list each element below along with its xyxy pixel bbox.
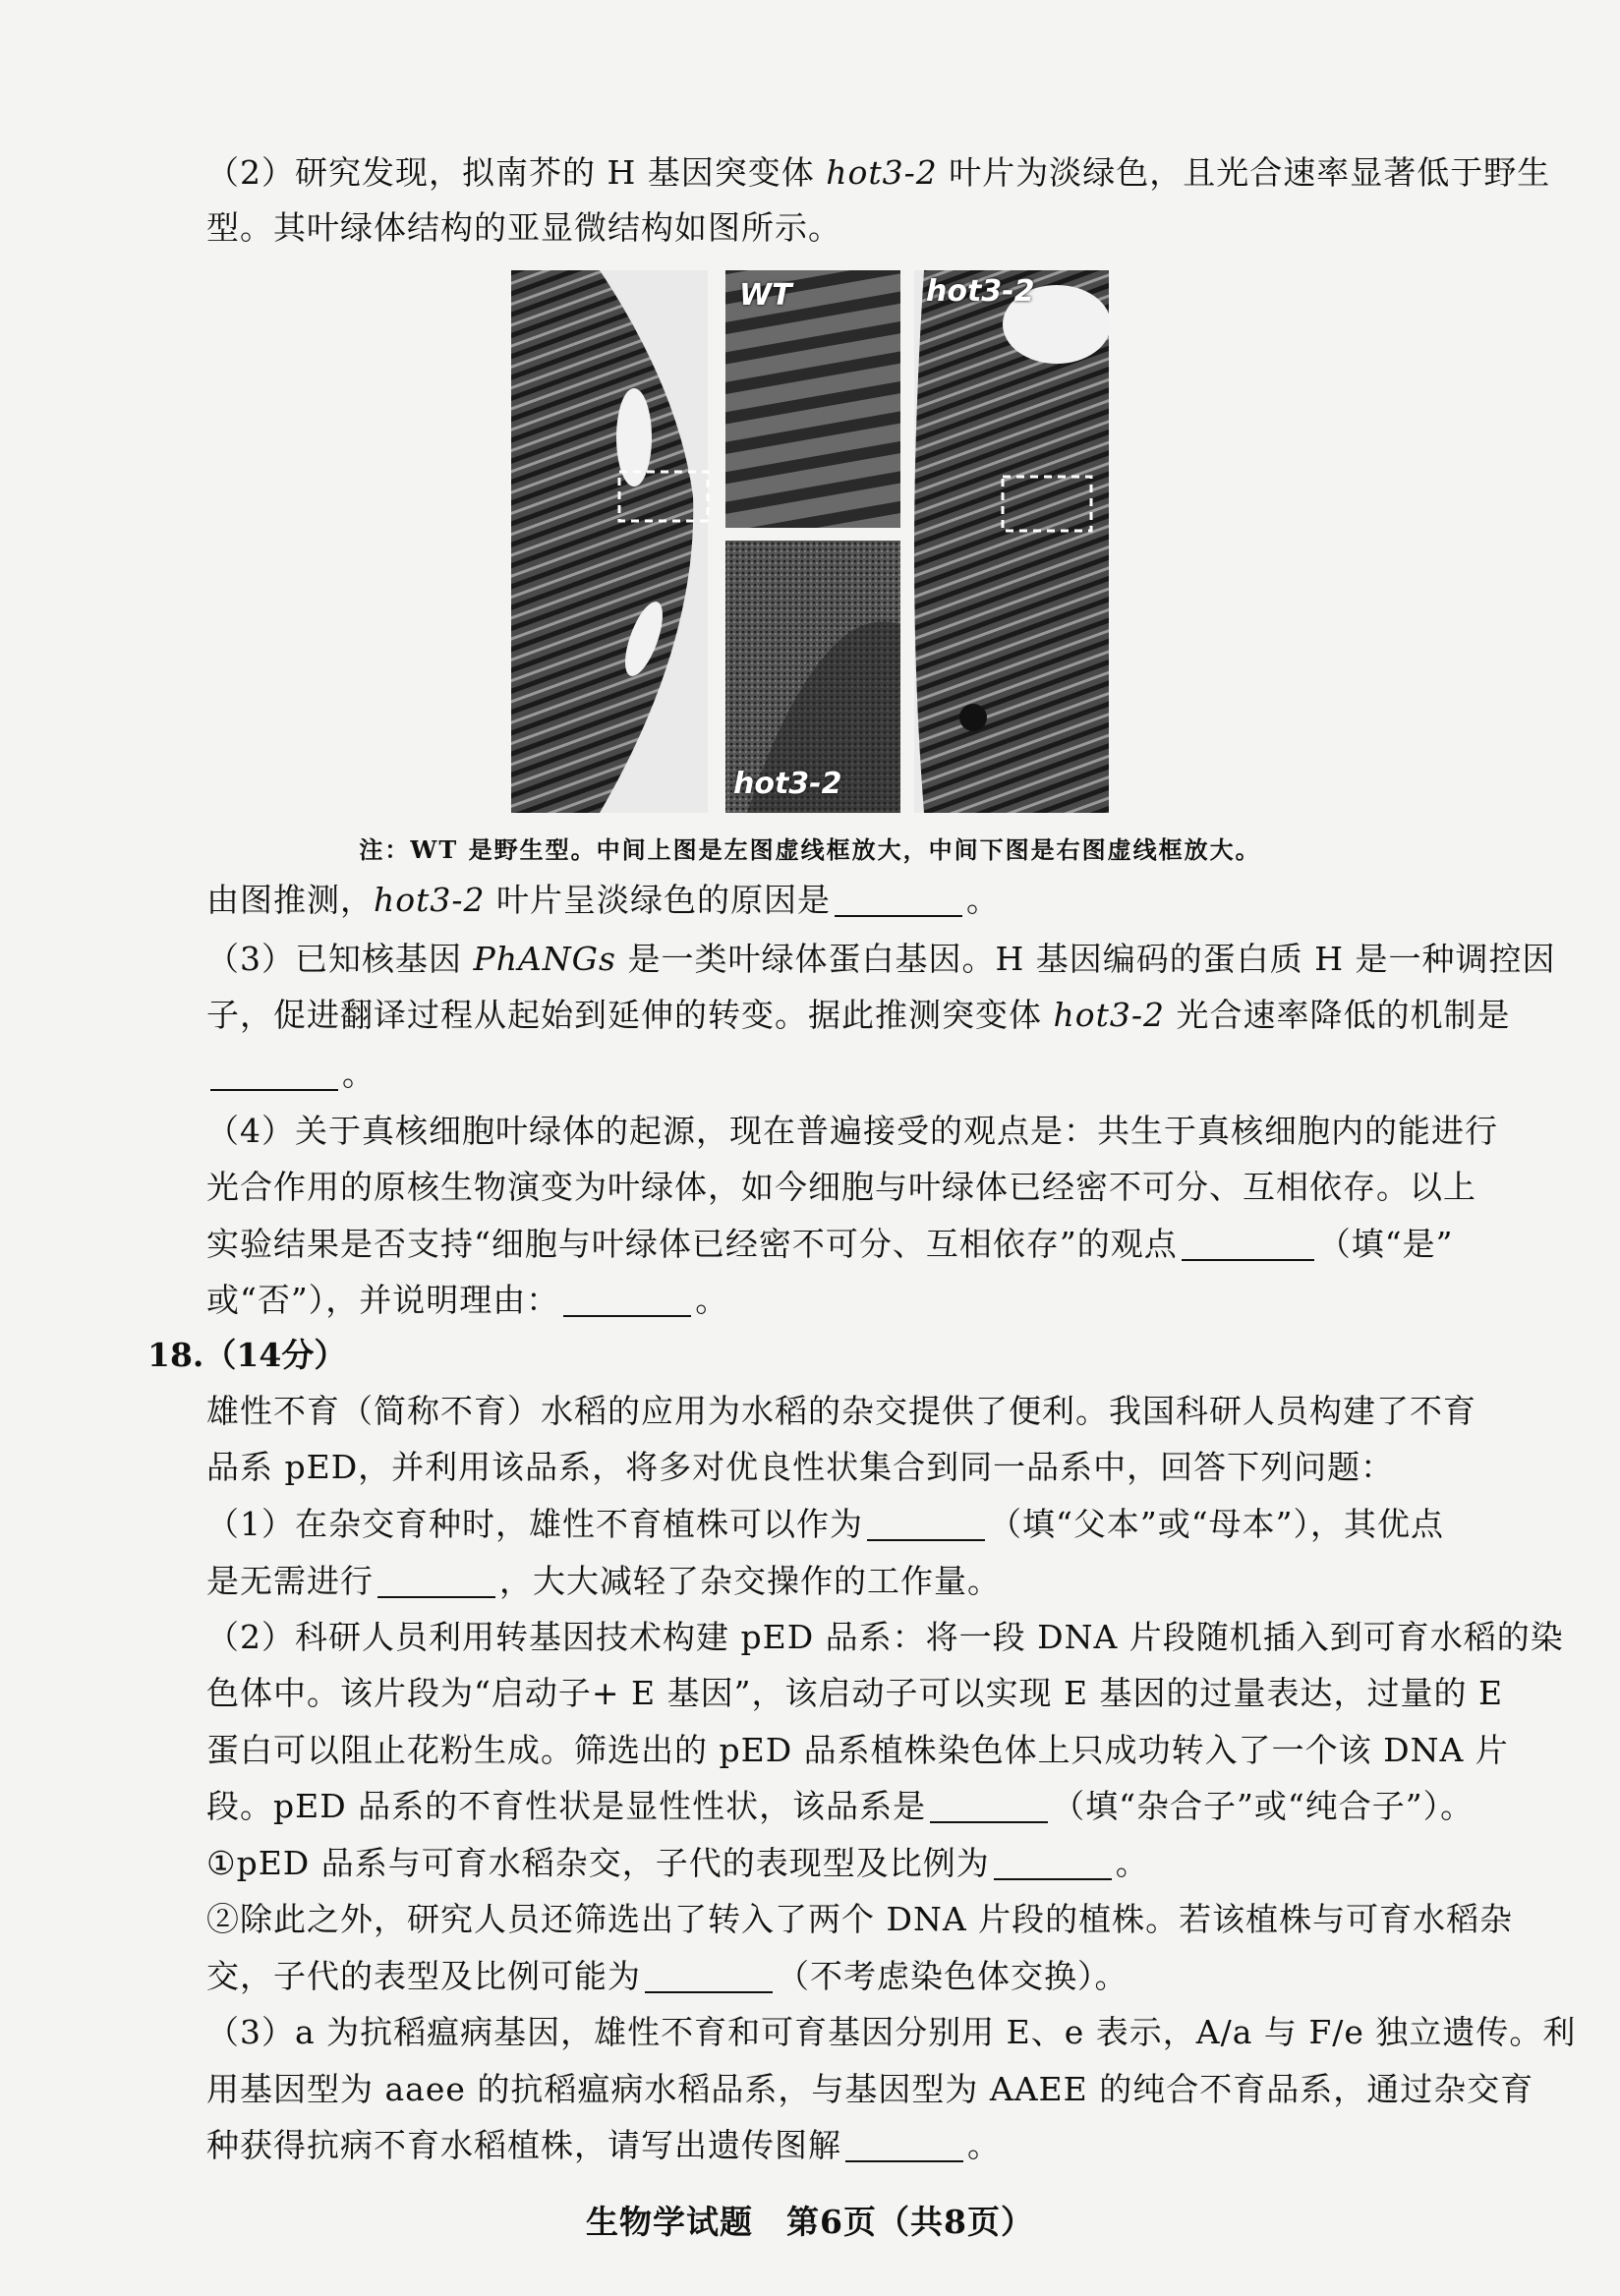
answer-blank[interactable] xyxy=(835,880,962,917)
text: 。 xyxy=(966,881,1001,919)
answer-blank[interactable] xyxy=(930,1786,1048,1823)
q18-p3-line1: （3）a 为抗稻瘟病基因，雄性不育和可育基因分别用 E、e 表示，A/a 与 F/e 独立遗传。利 xyxy=(206,2013,1577,2051)
text: 。 xyxy=(695,1281,729,1319)
q17-p4-line2: 光合作用的原核生物演变为叶绿体，如今细胞与叶绿体已经密不可分、互相依存。以上 xyxy=(206,1168,1476,1206)
q17-p2-line2 xyxy=(206,202,1514,254)
text: 子，促进翻译过程从起始到延伸的转变。据此推测突变体 xyxy=(206,996,1054,1034)
q18-p2-line3: 蛋白可以阻止花粉生成。筛选出的 pED 品系植株染色体上只成功转入了一个该 DNA 片 xyxy=(206,1731,1509,1769)
text: 实验结果是否支持“细胞与叶绿体已经密不可分、互相依存”的观点 xyxy=(206,1225,1178,1263)
page-footer: 生物学试题 第6页（共8页） xyxy=(586,2203,1034,2241)
q17-p4-line1: （4）关于真核细胞叶绿体的起源，现在普遍接受的观点是：共生于真核细胞内的能进行 xyxy=(206,1112,1498,1150)
text: （填“父本”或“母本”），其优点 xyxy=(989,1505,1444,1543)
text: 种获得抗病不育水稻植株，请写出遗传图解 xyxy=(206,2126,841,2164)
q18-p2-sub2-line2 xyxy=(206,1951,1514,2002)
chloroplast-figure xyxy=(511,270,1109,813)
q17-p3-line1 xyxy=(206,934,1556,985)
left-panel xyxy=(511,270,708,813)
q17-infer-line xyxy=(206,875,1514,926)
text: 光合速率降低的机制是 xyxy=(1165,996,1511,1034)
q18-p1-line1 xyxy=(206,1499,1514,1550)
q18-p1-line2 xyxy=(206,1556,1514,1607)
gene-name: PhANGs xyxy=(473,940,616,978)
answer-blank[interactable] xyxy=(1182,1224,1314,1261)
right-panel xyxy=(914,270,1109,813)
q18-p2-line4 xyxy=(206,1781,1514,1832)
answer-blank[interactable] xyxy=(845,2125,963,2162)
q18-p2-line2: 色体中。该片段为“启动子+ E 基因”，该启动子可以实现 E 基因的过量表达，过量的 E xyxy=(206,1674,1504,1712)
answer-blank[interactable] xyxy=(563,1280,691,1317)
mutant-name: hot3-2 xyxy=(1053,996,1166,1034)
text: 。 xyxy=(1115,1844,1149,1882)
text: 是无需进行 xyxy=(206,1562,374,1600)
figure-caption: 注：WT 是野生型。中间上图是左图虚线框放大，中间下图是右图虚线框放大。 xyxy=(359,835,1261,864)
text: 是一类叶绿体蛋白基因。H 基因编码的蛋白质 H 是一种调控因 xyxy=(615,940,1556,978)
text: 。 xyxy=(967,2126,1001,2164)
answer-blank[interactable] xyxy=(645,1956,773,1993)
text: 叶片为淡绿色，且光合速率显著低于野生 xyxy=(937,153,1551,192)
text: 型。其叶绿体结构的亚显微结构如图所示。 xyxy=(206,208,841,247)
q18-intro2: 品系 pED，并利用该品系，将多对优良性状集合到同一品系中，回答下列问题： xyxy=(206,1448,1395,1486)
mutant-name: hot3-2 xyxy=(826,153,938,192)
text: ①pED 品系与可育水稻杂交，子代的表现型及比例为 xyxy=(206,1844,990,1882)
q17-p3-line3 xyxy=(206,1049,1514,1100)
label-hot3-2-top: hot3-2 xyxy=(926,274,1035,309)
text: 18. xyxy=(147,1336,204,1374)
label-hot3-2-bottom: hot3-2 xyxy=(733,767,842,801)
answer-blank[interactable] xyxy=(994,1843,1112,1880)
text: 由图推测， xyxy=(206,881,374,919)
q18-p2-sub1 xyxy=(206,1838,1514,1889)
q18-number xyxy=(147,1330,346,1381)
text: 。 xyxy=(342,1055,376,1093)
text: （填“是” xyxy=(1317,1225,1454,1263)
text: （不考虑染色体交换）。 xyxy=(777,1957,1128,1995)
q18-p3-line2: 用基因型为 aaee 的抗稻瘟病水稻品系，与基因型为 AAEE 的纯合不育品系，通过杂交育 xyxy=(206,2070,1534,2108)
text: 叶片呈淡绿色的原因是 xyxy=(485,881,832,919)
q17-p2-line1 xyxy=(206,147,1551,199)
q18-p3-line3 xyxy=(206,2120,1514,2171)
text: （1）在杂交育种时，雄性不育植株可以作为 xyxy=(206,1505,863,1543)
answer-blank[interactable] xyxy=(867,1504,985,1541)
text: （2）研究发现，拟南芥的 H 基因突变体 xyxy=(206,153,827,192)
q18-p2-sub2-line1: ②除此之外，研究人员还筛选出了转入了两个 DNA 片段的植株。若该植株与可育水稻杂 xyxy=(206,1900,1514,1938)
text: （3）已知核基因 xyxy=(206,940,474,978)
q18-p2-line1: （2）科研人员利用转基因技术构建 pED 品系：将一段 DNA 片段随机插入到可育水稻的染 xyxy=(206,1618,1564,1656)
label-wt: WT xyxy=(739,278,792,313)
text: （14分） xyxy=(203,1336,347,1374)
q17-p4-line3 xyxy=(206,1219,1514,1270)
q18-intro1: 雄性不育（简称不育）水稻的应用为水稻的杂交提供了便利。我国科研人员构建了不育 xyxy=(206,1392,1476,1430)
text: ，大大减轻了杂交操作的工作量。 xyxy=(499,1562,1001,1600)
text: 段。pED 品系的不育性状是显性性状，该品系是 xyxy=(206,1787,927,1825)
text: （填“杂合子”或“纯合子”）。 xyxy=(1052,1787,1475,1825)
mutant-name: hot3-2 xyxy=(374,881,486,919)
answer-blank[interactable] xyxy=(377,1561,495,1598)
q17-p3-line2 xyxy=(206,990,1514,1041)
text: 交，子代的表型及比例可能为 xyxy=(206,1957,641,1995)
answer-blank[interactable] xyxy=(210,1054,338,1091)
q17-p4-line4 xyxy=(206,1275,1514,1326)
micrograph-panels xyxy=(511,270,1109,813)
text: 或“否”），并说明理由： xyxy=(206,1281,560,1319)
